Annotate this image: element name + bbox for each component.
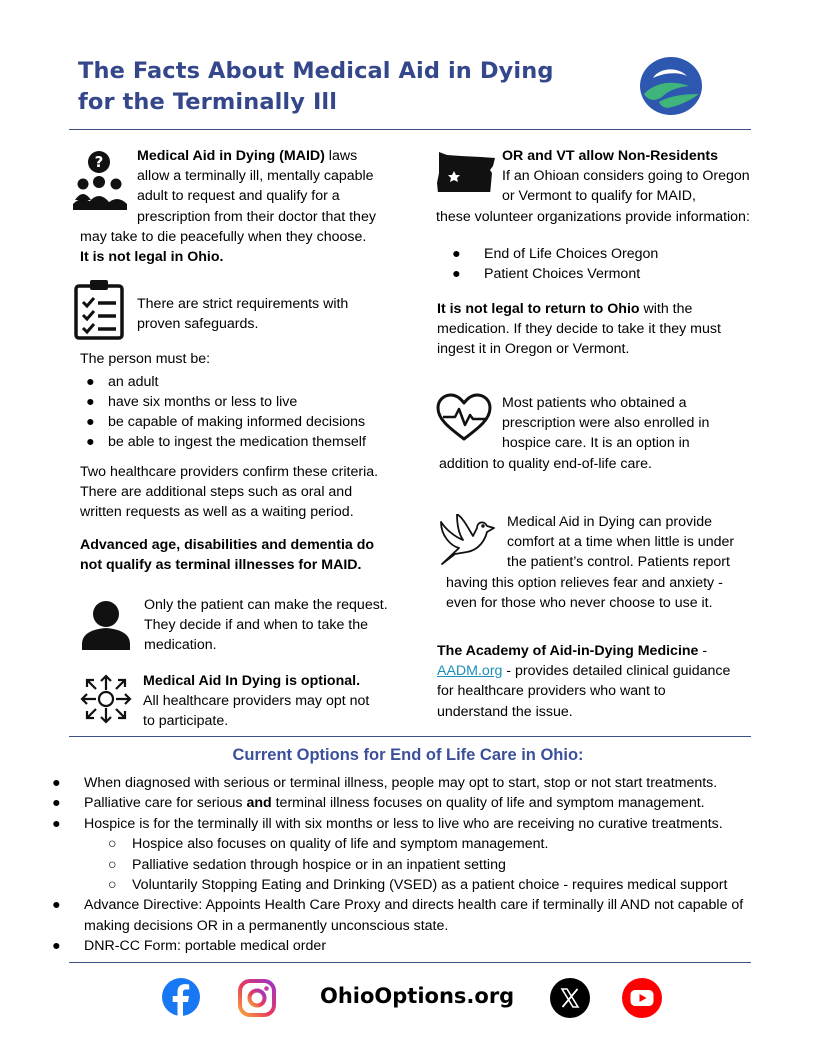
providers-confirm [80, 462, 400, 523]
patient-line2: They decide if and when to take the [144, 617, 368, 634]
list-item: ● an adult [86, 374, 159, 390]
question-group-icon [73, 150, 127, 212]
maid-line3: adult to request and qualify for a [137, 188, 340, 205]
confirm-line1: Two healthcare providers confirm these criteria. [80, 464, 379, 480]
page-title-line1: The Facts About Medical Aid in Dying [78, 58, 554, 84]
nonresidents-line3: these volunteer organizations provide information: [436, 209, 750, 225]
list-item-text: have six months or less to live [108, 394, 298, 410]
return-legality [437, 299, 767, 360]
patient-text [144, 595, 404, 656]
return-legality-bold: It is not legal to return to Ohio [437, 301, 640, 317]
academy-text [437, 641, 777, 722]
list-item: ● have six months or less to live [86, 394, 298, 410]
list-item: ● Hospice is for the terminally ill with six months or less to live who are receiving no curative treatments. [52, 815, 723, 832]
directions-icon [79, 672, 133, 726]
hospice-line1: Most patients who obtained a [502, 395, 687, 411]
optional-heading: Medical Aid In Dying is optional. [143, 673, 361, 689]
academy-dash: - [698, 643, 708, 659]
nonresidents-line2: or Vermont to qualify for MAID, [502, 188, 696, 205]
hospice-line3: hospice care. It is an option in [502, 435, 690, 452]
list-item: ● Advance Directive: Appoints Health Care Proxy and directs health care if terminally ill AND not capable of making decisions OR in a permanently unconscious state. [52, 895, 782, 936]
requirements-text [137, 294, 397, 334]
requirements-list [86, 372, 406, 452]
list-item-text: Advance Directive: Appoints Health Care Proxy and directs health care if terminally ill AND not capable of [84, 897, 744, 914]
instagram-icon[interactable] [237, 978, 277, 1018]
nonresidents-line1: If an Ohioan considers going to Oregon [502, 168, 750, 185]
patient-line3: medication. [144, 637, 217, 654]
list-item-text: making decisions OR in a permanently unconscious state. [84, 917, 449, 934]
hospice-line4: addition to quality end-of-life care. [439, 456, 652, 472]
requirements-intro: The person must be: [80, 351, 211, 367]
comfort-continuation [446, 573, 776, 613]
checklist-icon [73, 278, 125, 340]
youtube-icon[interactable] [622, 978, 662, 1018]
return-legality-line3: ingest it in Oregon or Vermont. [437, 341, 630, 358]
list-item-text: be able to ingest the medication themself [108, 434, 366, 450]
heartbeat-icon [435, 393, 493, 443]
aadm-link[interactable]: AADM.org [437, 663, 503, 680]
list-item: ● When diagnosed with serious or terminal illness, people may opt to start, stop or not start treatments. [52, 775, 718, 791]
page-title [78, 56, 554, 118]
hospice-line2: prescription were also enrolled in [502, 415, 710, 432]
list-item-text: an adult [108, 374, 159, 390]
page-title-line2: for the Terminally Ill [78, 89, 338, 115]
confirm-line3: written requests as well as a waiting period. [80, 504, 354, 521]
requirements-line2: proven safeguards. [137, 316, 259, 333]
person-icon [80, 598, 132, 650]
organization-logo [639, 56, 703, 116]
maid-continuation [80, 227, 400, 267]
maid-lead-rest: laws [324, 148, 358, 164]
maid-intro [137, 146, 407, 227]
list-item: ● Palliative care for serious and terminal illness focuses on quality of life and symptom management. [52, 795, 705, 812]
dove-icon [437, 514, 497, 568]
comfort-line1: Medical Aid in Dying can provide [507, 514, 713, 530]
list-item-text: Voluntarily Stopping Eating and Drinking (VSED) as a patient choice - requires medical support [132, 877, 728, 894]
list-item: ● be capable of making informed decisions [86, 414, 366, 430]
age-line1: Advanced age, disabilities and dementia do [80, 537, 375, 553]
hospice-text [502, 393, 772, 454]
academy-line2: - provides detailed clinical guidance [502, 663, 731, 680]
nonresidents-heading: OR and VT allow Non-Residents [502, 148, 718, 164]
comfort-line4: having this option relieves fear and anxiety - [446, 575, 723, 591]
return-legality-rest: with the [639, 301, 693, 317]
list-item: ● Patient Choices Vermont [452, 266, 641, 282]
facebook-icon[interactable] [162, 978, 200, 1016]
footer-divider [69, 962, 751, 963]
list-item: ● DNR-CC Form: portable medical order [52, 938, 327, 955]
list-item-text: Hospice is for the terminally ill with six months or less to live who are receiving no curative treatments. [84, 815, 723, 832]
requirements-line1: There are strict requirements with [137, 296, 349, 312]
list-item-text: be capable of making informed decisions [108, 414, 366, 430]
list-item-text: DNR-CC Form: portable medical order [84, 938, 327, 955]
maid-line2: allow a terminally ill, mentally capable [137, 168, 374, 185]
list-item-text: End of Life Choices Oregon [484, 246, 659, 262]
list-item-emphasis: and [246, 795, 272, 812]
return-legality-line2: medication. If they decide to take it they must [437, 321, 721, 338]
age-disclaimer [80, 535, 400, 575]
patient-line1: Only the patient can make the request. [144, 597, 388, 613]
list-item-text: Hospice also focuses on quality of life and symptom management. [132, 836, 549, 853]
options-list [52, 773, 782, 957]
oregon-map-icon [436, 150, 498, 192]
age-line2: not qualify as terminal illnesses for MAID. [80, 557, 362, 574]
confirm-line2: There are additional steps such as oral and [80, 484, 353, 501]
list-item-text: terminal illness focuses on quality of life and symptom management. [271, 795, 705, 812]
list-item: ● End of Life Choices Oregon [452, 246, 659, 262]
nonresidents-text [502, 146, 782, 207]
comfort-text [507, 512, 777, 573]
academy-line3: for healthcare providers who want to [437, 683, 666, 700]
list-item-text: Palliative sedation through hospice or in an inpatient setting [132, 856, 506, 873]
optional-line3: to participate. [143, 713, 229, 730]
list-item: ● be able to ingest the medication themself [86, 434, 366, 450]
list-item-text: Patient Choices Vermont [484, 266, 641, 282]
optional-line2: All healthcare providers may opt not [143, 693, 370, 710]
list-item-text: Palliative care for serious [84, 795, 247, 812]
maid-not-legal: It is not legal in Ohio. [80, 249, 224, 266]
maid-line5: may take to die peacefully when they choose. [80, 229, 367, 245]
academy-line4: understand the issue. [437, 703, 573, 720]
maid-line4: prescription from their doctor that they [137, 208, 376, 225]
options-heading: Current Options for End of Life Care in Ohio: [232, 746, 584, 764]
organizations-list [452, 244, 752, 284]
sub-list-item: ○ Voluntarily Stopping Eating and Drinking (VSED) as a patient choice - requires medical support [108, 877, 728, 894]
sub-list-item: ○ Palliative sedation through hospice or in an inpatient setting [108, 856, 506, 873]
optional-text [143, 671, 403, 732]
comfort-line5: even for those who never choose to use it. [446, 595, 713, 612]
x-icon[interactable] [550, 978, 590, 1018]
sub-list-item: ○ Hospice also focuses on quality of life and symptom management. [108, 836, 549, 853]
academy-name: The Academy of Aid-in-Dying Medicine [437, 643, 699, 659]
comfort-line3: the patient’s control. Patients report [507, 554, 730, 571]
list-item-text: When diagnosed with serious or terminal illness, people may opt to start, stop or not start treatments. [84, 775, 718, 791]
website-link[interactable]: OhioOptions.org [320, 984, 515, 1008]
maid-term: Medical Aid in Dying (MAID) [137, 148, 325, 164]
header-divider [69, 129, 751, 130]
comfort-line2: comfort at a time when little is under [507, 534, 735, 551]
middle-divider [69, 736, 751, 737]
svg-text:?: ? [94, 153, 104, 171]
